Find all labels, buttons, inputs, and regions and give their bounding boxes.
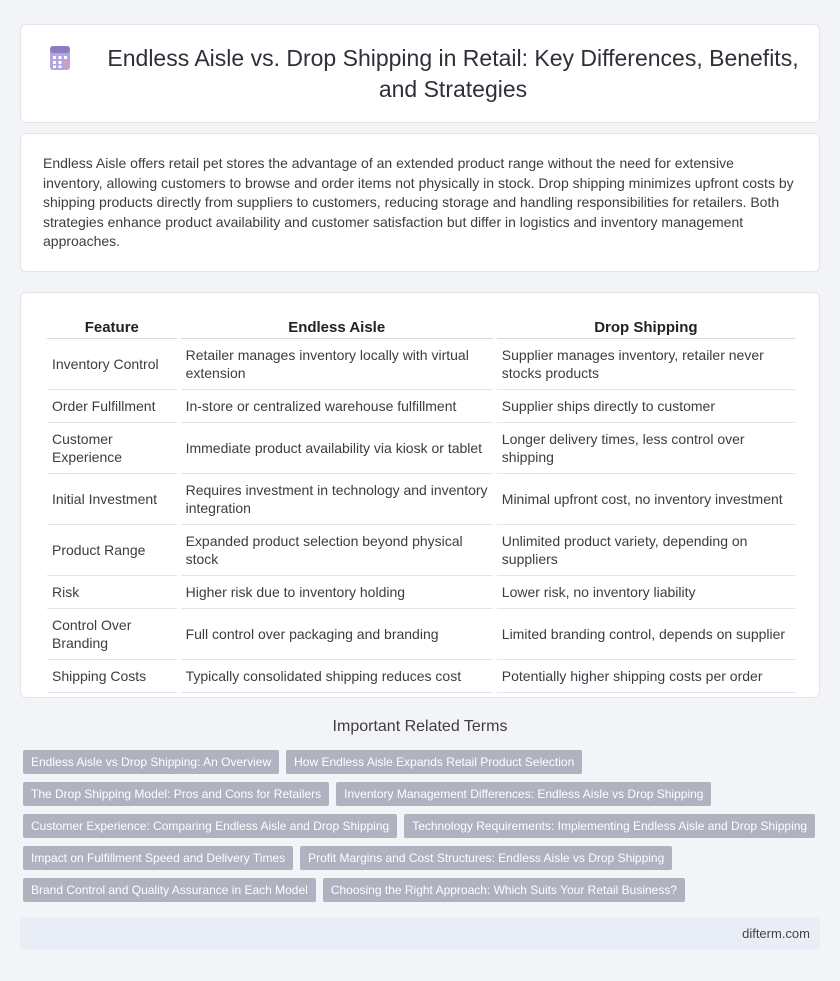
feature-cell: Shipping Costs (47, 660, 177, 693)
footer (20, 918, 820, 950)
drop-shipping-cell: Supplier manages inventory, retailer never stocks products (497, 339, 795, 390)
feature-cell: Order Fulfillment (47, 390, 177, 423)
endless-aisle-cell: In-store or centralized warehouse fulfillment (181, 390, 493, 423)
drop-shipping-cell: Longer delivery times, less control over shipping (497, 423, 795, 474)
related-term-link[interactable]: Brand Control and Quality Assurance in Each Model (23, 878, 316, 902)
endless-aisle-cell: Typically consolidated shipping reduces cost (181, 660, 493, 693)
feature-cell: Product Range (47, 525, 177, 576)
related-term-link[interactable]: Technology Requirements: Implementing Endless Aisle and Drop Shipping (404, 814, 815, 838)
table-row (47, 609, 795, 660)
related-terms-heading: Important Related Terms (332, 718, 508, 735)
related-term-link[interactable]: How Endless Aisle Expands Retail Product Selection (286, 750, 582, 774)
endless-aisle-cell: Expanded product selection beyond physical stock (181, 525, 493, 576)
header-feature: Feature (47, 315, 177, 339)
drop-shipping-cell: Unlimited product variety, depending on suppliers (497, 525, 795, 576)
site-link[interactable]: difterm.com (742, 926, 810, 941)
endless-aisle-cell: Immediate product availability via kiosk or tablet (181, 423, 493, 474)
feature-cell: Customer Experience (47, 423, 177, 474)
title-card (20, 24, 820, 123)
tag-row (23, 846, 823, 870)
related-term-link[interactable]: Customer Experience: Comparing Endless Aisle and Drop Shipping (23, 814, 397, 838)
drop-shipping-cell: Minimal upfront cost, no inventory investment (497, 474, 795, 525)
table-row (47, 423, 795, 474)
related-term-link[interactable]: The Drop Shipping Model: Pros and Cons for Retailers (23, 782, 329, 806)
feature-cell: Risk (47, 576, 177, 609)
endless-aisle-cell: Retailer manages inventory locally with virtual extension (181, 339, 493, 390)
table-header-row (47, 315, 795, 339)
tag-row (23, 750, 823, 774)
related-term-link[interactable]: Inventory Management Differences: Endless Aisle vs Drop Shipping (336, 782, 711, 806)
related-terms-list (23, 750, 823, 910)
page-title: Endless Aisle vs. Drop Shipping in Retail: Key Differences, Benefits, and Strategies (107, 45, 799, 102)
tag-row (23, 814, 823, 838)
intro-paragraph: Endless Aisle offers retail pet stores the advantage of an extended product range without the need for extensive inventory, allowing customers to browse and order items not physically in stock. Drop shipping minimizes upfront costs by shipping products directly from suppliers to customers, reducing storage and handling responsibilities for retailers. Both strategies enhance product availability and customer satisfaction but differ in logistics and inventory management approaches. (43, 155, 794, 249)
comparison-table (43, 315, 799, 693)
table-row (47, 390, 795, 423)
table-row (47, 660, 795, 693)
related-term-link[interactable]: Impact on Fulfillment Speed and Delivery Times (23, 846, 293, 870)
related-term-link[interactable]: Profit Margins and Cost Structures: Endless Aisle vs Drop Shipping (300, 846, 672, 870)
tag-row (23, 782, 823, 806)
drop-shipping-cell: Potentially higher shipping costs per order (497, 660, 795, 693)
endless-aisle-cell: Full control over packaging and branding (181, 609, 493, 660)
feature-cell: Control Over Branding (47, 609, 177, 660)
feature-cell: Initial Investment (47, 474, 177, 525)
related-term-link[interactable]: Endless Aisle vs Drop Shipping: An Overview (23, 750, 279, 774)
table-row (47, 576, 795, 609)
table-row (47, 474, 795, 525)
header-drop-shipping: Drop Shipping (497, 315, 795, 339)
drop-shipping-cell: Lower risk, no inventory liability (497, 576, 795, 609)
header-endless-aisle: Endless Aisle (181, 315, 493, 339)
intro-card (20, 133, 820, 272)
feature-cell: Inventory Control (47, 339, 177, 390)
tag-row (23, 878, 823, 902)
endless-aisle-cell: Higher risk due to inventory holding (181, 576, 493, 609)
drop-shipping-cell: Limited branding control, depends on supplier (497, 609, 795, 660)
comparison-table-card (20, 292, 820, 698)
endless-aisle-cell: Requires investment in technology and inventory integration (181, 474, 493, 525)
table-row (47, 525, 795, 576)
table-row (47, 339, 795, 390)
related-term-link[interactable]: Choosing the Right Approach: Which Suits Your Retail Business? (323, 878, 685, 902)
drop-shipping-cell: Supplier ships directly to customer (497, 390, 795, 423)
